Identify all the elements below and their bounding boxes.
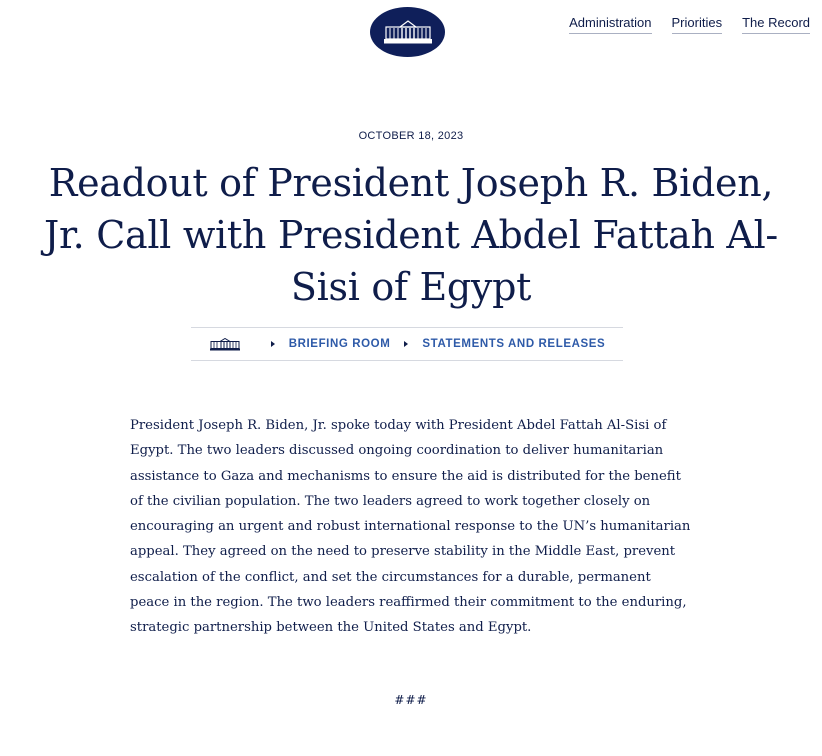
white-house-logo-icon[interactable] — [370, 7, 445, 57]
page-title: Readout of President Joseph R. Biden, Jr. Call with President Abdel Fattah Al-Sisi of Egypt — [44, 161, 778, 309]
breadcrumb-briefing-room[interactable]: BRIEFING ROOM — [288, 338, 391, 350]
nav-the-record[interactable]: The Record — [742, 15, 810, 34]
main-nav — [569, 15, 810, 34]
breadcrumb-statements-and-releases[interactable]: STATEMENTS AND RELEASES — [422, 338, 606, 350]
nav-administration[interactable]: Administration — [569, 15, 651, 34]
nav-priorities[interactable]: Priorities — [672, 15, 723, 34]
breadcrumb — [191, 327, 623, 361]
white-house-icon[interactable] — [209, 338, 241, 351]
site-header — [0, 0, 822, 64]
article-body: President Joseph R. Biden, Jr. spoke today with President Abdel Fattah Al-Sisi of Egypt. The two leaders discussed ongoing coordination to deliver humanitarian assistance to Gaza and mechanisms to ensure the aid is distributed for the benefit of the civilian population. The two leaders agreed to work together closely on encouraging an urgent and robust international response to the UN’s humanitarian appeal. They agreed on the need to preserve stability in the Middle East, prevent escalation of the conflict, and set the circumstances for a durable, permanent peace in the region. The two leaders reaffirmed their commitment to the enduring, strategic partnership between the United States and Egypt. — [130, 418, 691, 636]
chevron-right-icon — [271, 341, 275, 347]
chevron-right-icon — [404, 341, 408, 347]
article-date: OCTOBER 18, 2023 — [358, 130, 464, 142]
end-mark: ### — [394, 693, 428, 707]
